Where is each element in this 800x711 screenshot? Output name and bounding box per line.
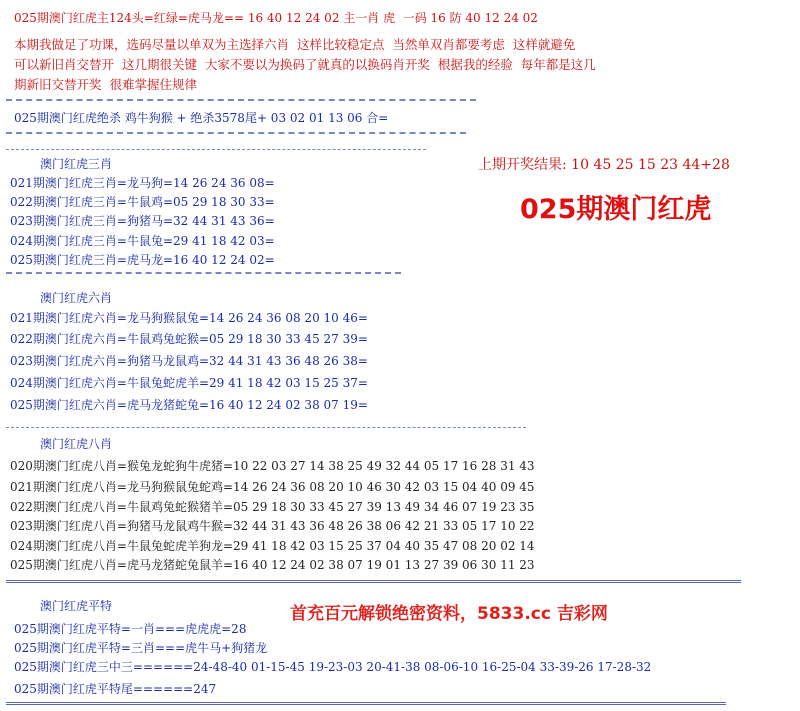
list-item: 022期澳门红虎六肖=牛鼠鸡兔蛇猴=05 29 18 30 33 45 27 39=: [10, 332, 368, 346]
list-item: 023期澳门红虎三肖=狗猪马=32 44 31 43 36=: [10, 214, 275, 228]
section-eight-title: 澳门红虎八肖: [40, 437, 113, 451]
divider: [6, 427, 526, 428]
section-special-title: 澳门红虎平特: [40, 599, 113, 613]
header-line: 025期澳门红虎主124头=红绿=虎马龙== 16 40 12 24 02 主一肖 虎 一码 16 防 40 12 24 02: [14, 11, 538, 25]
list-item: 025期澳门红虎三中三======24-48-40 01-15-45 19-23-03 20-41-38 08-06-10 16-25-04 33-39-26 17-28-32: [14, 660, 652, 674]
note-line-3: 期新旧交替开奖 很难掌握住规律: [14, 77, 197, 92]
list-item: 022期澳门红虎八肖=牛鼠鸡兔蛇猴猪羊=05 29 18 30 33 45 27 39 13 49 34 46 07 19 23 35: [10, 500, 535, 514]
list-item: 025期澳门红虎平特=一肖===虎虎虎=28: [14, 622, 247, 636]
section-six-title: 澳门红虎六肖: [40, 291, 113, 305]
divider: [6, 149, 426, 150]
note-line-1: 本期我做足了功课，选码尽量以单双为主选择六肖 这样比较稳定点 当然单双肖都要考虑 这样就避免: [14, 37, 576, 52]
list-item: 021期澳门红虎三肖=龙马狗=14 26 24 36 08=: [10, 176, 275, 190]
list-item: 023期澳门红虎六肖=狗猪马龙鼠鸡=32 44 31 43 36 48 26 38=: [10, 354, 368, 368]
big-title: 025期澳门红虎: [520, 194, 712, 225]
divider: [6, 132, 466, 134]
note-line-2: 可以新旧肖交替开 这几期很关键 大家不要以为换码了就真的以换码肖开奖 根据我的经验 每年都是这几: [14, 57, 596, 72]
kill-line: 025期澳门红虎绝杀 鸡牛狗猴 + 绝杀3578尾+ 03 02 01 13 06 合=: [14, 111, 389, 125]
ad-link[interactable]: 首充百元解锁绝密资料，5833.cc 吉彩网: [290, 604, 608, 624]
section-three-title: 澳门红虎三肖: [40, 157, 113, 171]
list-item: 024期澳门红虎三肖=牛鼠兔=29 41 18 42 03=: [10, 234, 275, 248]
list-item: 025期澳门红虎六肖=虎马龙猪蛇兔=16 40 12 24 02 38 07 19=: [10, 398, 368, 412]
divider: [6, 580, 741, 583]
list-item: 021期澳门红虎六肖=龙马狗猴鼠兔=14 26 24 36 08 20 10 46=: [10, 311, 368, 325]
last-result: 上期开奖结果: 10 45 25 15 23 44+28: [478, 157, 730, 173]
list-item: 025期澳门红虎三肖=虎马龙=16 40 12 24 02=: [10, 253, 275, 267]
list-item: 025期澳门红虎八肖=虎马龙猪蛇兔鼠羊=16 40 12 24 02 38 07 19 01 13 27 39 06 30 11 23: [10, 558, 535, 572]
divider: [6, 702, 726, 705]
list-item: 024期澳门红虎八肖=牛鼠兔蛇虎羊狗龙=29 41 18 42 03 15 25 37 04 40 35 47 08 20 02 14: [10, 539, 535, 553]
list-item: 022期澳门红虎三肖=牛鼠鸡=05 29 18 30 33=: [10, 195, 275, 209]
list-item: 024期澳门红虎六肖=牛鼠兔蛇虎羊=29 41 18 42 03 15 25 37=: [10, 376, 368, 390]
list-item: 025期澳门红虎平特尾======247: [14, 682, 217, 696]
divider: [6, 272, 401, 274]
list-item: 023期澳门红虎八肖=狗猪马龙鼠鸡牛猴=32 44 31 43 36 48 26 38 06 42 21 33 05 17 10 22: [10, 519, 535, 533]
list-item: 021期澳门红虎八肖=龙马狗猴鼠兔蛇鸡=14 26 24 36 08 20 10 46 30 42 03 15 04 40 09 45: [10, 480, 535, 494]
divider: [6, 99, 476, 101]
list-item: 020期澳门红虎八肖=猴兔龙蛇狗牛虎猪=10 22 03 27 14 38 25 49 32 44 05 17 16 28 31 43: [10, 459, 535, 473]
list-item: 025期澳门红虎平特=三肖===虎牛马+狗猪龙: [14, 641, 268, 655]
